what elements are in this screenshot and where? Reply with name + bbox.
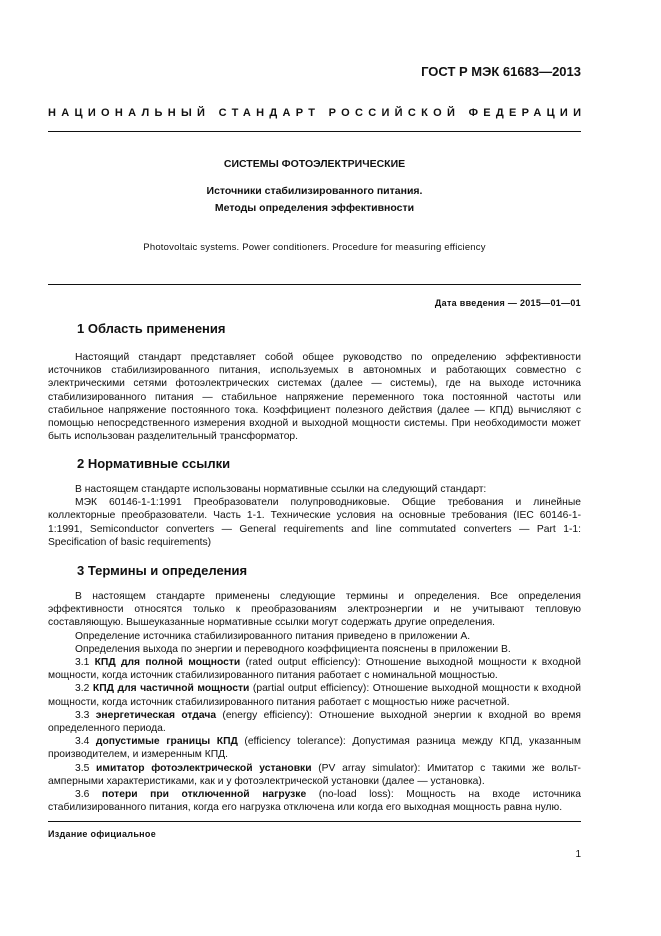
term-name: энергетическая отдача bbox=[95, 709, 217, 721]
page-number: 1 bbox=[575, 849, 581, 860]
term-number: 3.3 bbox=[75, 709, 90, 721]
term-name: КПД для частичной мощности bbox=[92, 683, 250, 695]
national-standard-banner: НАЦИОНАЛЬНЫЙ СТАНДАРТ РОССИЙСКОЙ ФЕДЕРАЦИИ bbox=[48, 107, 587, 119]
term-3-6 bbox=[48, 788, 581, 814]
paragraph: МЭК 60146-1-1:1991 Преобразователи полупроводниковые. Общие требования и линейные коллекторные преобразователи. Часть 1-1. Технические условия на основные требования (IEC 60146-1-1:1991, Semiconductor converters — General requirements and line commutated converters — Part 1-1: Specification of basic requirements) bbox=[48, 497, 581, 548]
term-definition: (efficiency tolerance): Допустимая разница между КПД, указанным производителем, и измеренным КПД. bbox=[48, 736, 581, 761]
english-title: Photovoltaic systems. Power conditioners. Procedure for measuring efficiency bbox=[143, 242, 486, 253]
edition-note: Издание официальное bbox=[48, 829, 157, 839]
term-number: 3.4 bbox=[75, 736, 90, 748]
paragraph: Определение источника стабилизированного питания приведено в приложении А. bbox=[75, 630, 471, 642]
term-number: 3.2 bbox=[75, 683, 90, 695]
paragraph: В настоящем стандарте использованы нормативные ссылки на следующий стандарт: bbox=[75, 484, 487, 495]
term-name: имитатор фотоэлектрической установки bbox=[96, 762, 312, 774]
section-3-body bbox=[48, 590, 581, 814]
top-rule bbox=[48, 131, 581, 132]
footer-rule bbox=[48, 821, 581, 822]
paragraph: Определения выхода по энергии и переводного коэффициента пояснены в приложении В. bbox=[75, 643, 511, 655]
term-name: КПД для полной мощности bbox=[94, 657, 241, 669]
term-name: потери при отключенной нагрузке bbox=[101, 789, 307, 801]
term-number: 3.1 bbox=[75, 657, 90, 669]
term-3-2 bbox=[48, 682, 581, 708]
term-definition: (energy efficiency): Отношение выходной энергии к входной во время определенного периода. bbox=[48, 709, 581, 735]
term-3-5 bbox=[48, 762, 581, 788]
document-title: СИСТЕМЫ ФОТОЭЛЕКТРИЧЕСКИЕ bbox=[223, 158, 406, 170]
section-2-body bbox=[48, 483, 581, 549]
title-rule bbox=[48, 284, 581, 285]
term-name: допустимые границы КПД bbox=[95, 736, 238, 748]
term-3-3 bbox=[48, 709, 581, 735]
term-3-4 bbox=[48, 735, 581, 761]
paragraph: В настоящем стандарте применены следующие термины и определения. Все определения эффективности относятся только к преобразованиям электроэнергии и не учитывают тепловую составляющую. Вышеуказанные нормативные ссылки могут содержать другие определения. bbox=[48, 591, 581, 629]
introduction-date: Дата введения — 2015—01—01 bbox=[434, 298, 581, 308]
term-definition: (PV array simulator): Имитатор с такими же вольт-амперными характеристиками, как и у фотоэлектрической установки (далее — установка). bbox=[48, 762, 581, 787]
paragraph: Настоящий стандарт представляет собой общее руководство по определению эффективности источников стабилизированного питания, используемых в автономных и работающих совместно с электрическими сетями фотоэлектрических системах (далее — системы), где на выходе источника стабилизированного питания — стабильное напряжение переменного тока постоянной частоты или стабильное напряжение постоянного тока. Коэффициент полезного действия (далее — КПД) вычисляют с помощью непосредственного измерения входной и выходной мощности системы. При необходимости может быть использован разделительный трансформатор. bbox=[48, 352, 581, 443]
standard-code: ГОСТ Р МЭК 61683—2013 bbox=[421, 64, 581, 79]
term-number: 3.5 bbox=[75, 762, 90, 774]
section-3-heading: 3 Термины и определения bbox=[77, 563, 248, 578]
section-1-body bbox=[48, 351, 581, 443]
term-definition: (rated output efficiency): Отношение выходной мощности к входной мощности, когда источник стабилизированного питания работает с номинальной мощностью. bbox=[48, 657, 581, 682]
document-subtitle bbox=[48, 183, 581, 217]
section-1-heading: 1 Область применения bbox=[77, 321, 226, 336]
subtitle-line-1: Источники стабилизированного питания. bbox=[206, 185, 423, 197]
subtitle-line-2: Методы определения эффективности bbox=[214, 202, 415, 214]
term-number: 3.6 bbox=[75, 789, 90, 801]
term-definition: (partial output efficiency): Отношение выходной мощности к входной мощности, когда источник стабилизированного питания работает с мощностью ниже расчетной. bbox=[48, 683, 581, 708]
section-2-heading: 2 Нормативные ссылки bbox=[77, 456, 231, 471]
term-3-1 bbox=[48, 656, 581, 682]
term-definition: (no-load loss): Мощность на входе источника стабилизированного питания, когда его нагрузка отключена или когда его выходная мощность равна нулю. bbox=[48, 789, 581, 814]
